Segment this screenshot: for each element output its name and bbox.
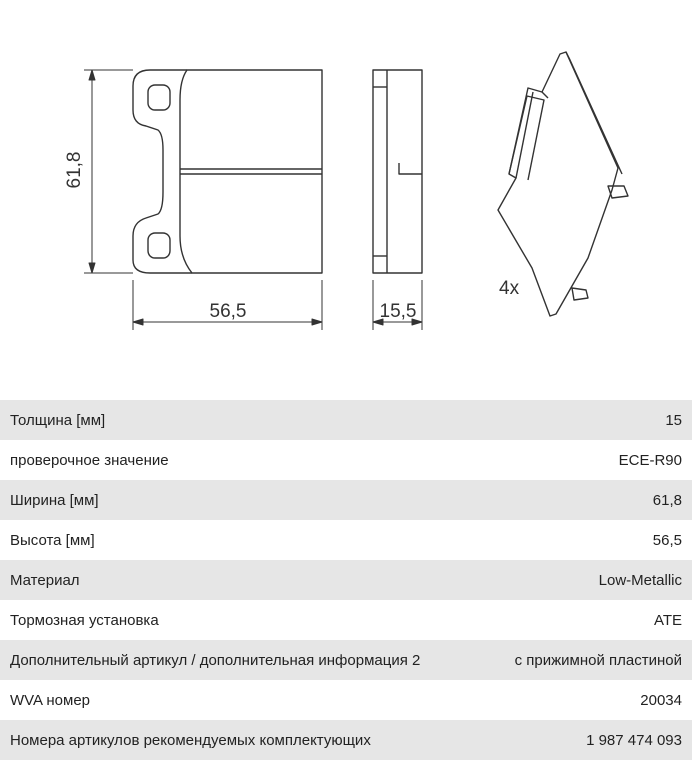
spec-value: 1 987 474 093 — [586, 731, 682, 749]
spec-value: 56,5 — [652, 531, 682, 549]
spec-row-wva-number — [0, 680, 692, 720]
spec-row-brake-system — [0, 600, 692, 640]
thickness-dimension-label: 15,5 — [379, 301, 417, 322]
spec-row-width — [0, 480, 692, 520]
spec-label: Материал — [10, 571, 80, 589]
spec-row-test-value — [0, 440, 692, 480]
spec-value: ATE — [653, 611, 682, 629]
spec-label: Ширина [мм] — [10, 491, 99, 509]
brake-pad-side-view — [373, 70, 422, 273]
spec-row-thickness — [0, 400, 692, 440]
spec-value: ECE-R90 — [618, 451, 682, 469]
spec-label: WVA номер — [10, 691, 91, 709]
dimension-lines — [84, 70, 422, 330]
spec-label: Номера артикулов рекомендуемых комплектующих — [10, 731, 371, 749]
spec-row-additional-info — [0, 640, 692, 680]
spec-value: с прижимной пластиной — [514, 651, 682, 669]
spec-value: 15 — [665, 411, 682, 429]
spec-label: Тормозная установка — [10, 611, 159, 629]
spec-row-recommended-parts — [0, 720, 692, 760]
spec-label: Высота [мм] — [10, 531, 95, 549]
spec-label: Толщина [мм] — [10, 411, 106, 429]
spec-label: проверочное значение — [10, 451, 169, 469]
spec-value: Low-Metallic — [598, 571, 682, 589]
spec-value: 61,8 — [652, 491, 682, 509]
spec-row-height — [0, 520, 692, 560]
spec-row-material — [0, 560, 692, 600]
brake-pad-front-view — [133, 70, 322, 273]
height-dimension-label: 61,8 — [64, 151, 85, 189]
quantity-label: 4x — [499, 278, 520, 299]
width-dimension-label: 56,5 — [209, 301, 247, 322]
spec-label: Дополнительный артикул / дополнительная информация 2 — [10, 651, 421, 669]
spec-value: 20034 — [640, 691, 682, 709]
specifications-table — [0, 400, 692, 760]
anti-rattle-clip — [498, 52, 628, 316]
